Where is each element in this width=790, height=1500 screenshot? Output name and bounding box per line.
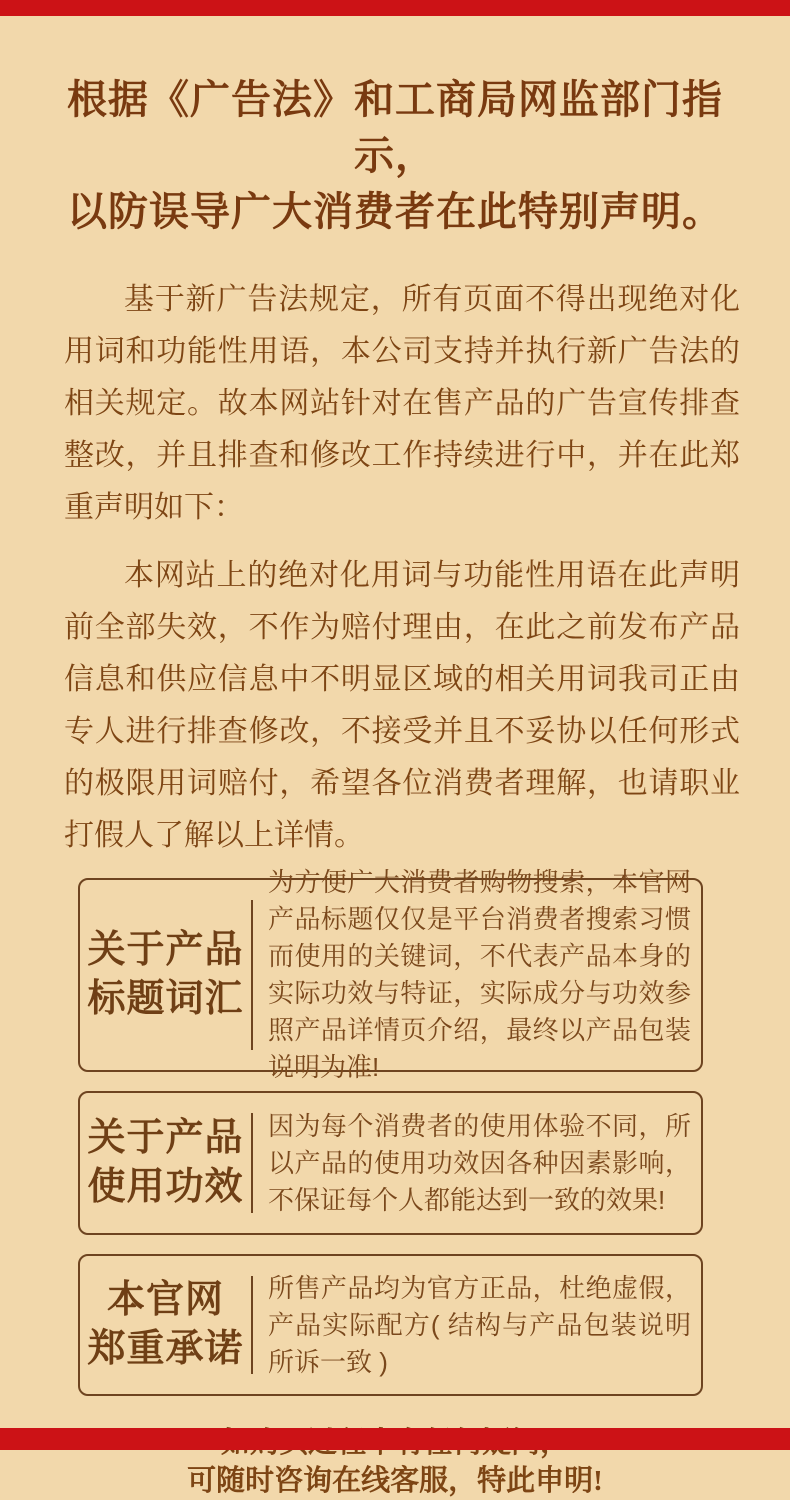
notice-label [80, 1256, 251, 1394]
top-red-band [0, 0, 790, 16]
notice-label-line2: 郑重承诺 [87, 1328, 244, 1370]
notice-card-official-promise [78, 1254, 703, 1396]
notice-card-product-effect [78, 1091, 703, 1235]
notice-label [80, 1093, 251, 1233]
intro-paragraph-1: 基于新广告法规定，所有页面不得出现绝对化用词和功能性用语，本公司支持并执行新广告法的相关规定。故本网站针对在售产品的广告宣传排查整改，并且排查和修改工作持续进行中，并在此郑重声明如下： [64, 283, 740, 524]
notice-label [80, 880, 251, 1070]
bottom-red-band [0, 1428, 790, 1450]
notice-text: 因为每个消费者的使用体验不同，所以产品的使用功效因各种因素影响，不保证每个人都能达到一致的效果! [268, 1110, 691, 1215]
intro-section [64, 274, 740, 862]
notice-card-list [78, 867, 703, 1396]
footer-note-line2: 可随时咨询在线客服，特此申明! [187, 1465, 603, 1497]
page-title [30, 72, 760, 240]
notice-label-line1: 关于产品 [87, 929, 244, 971]
notice-label-line2: 使用功效 [87, 1166, 244, 1208]
notice-label-line1: 关于产品 [87, 1117, 244, 1159]
page-title-line1: 根据《广告法》和工商局网监部门指示， [67, 77, 723, 178]
notice-text: 为方便广大消费者购物搜索，本官网产品标题仅仅是平台消费者搜索习惯而使用的关键词，不代表产品本身的实际功效与特证，实际成分与功效参照产品详情页介绍，最终以产品包装说明为准! [268, 867, 691, 1082]
intro-paragraph-2: 本网站上的绝对化用词与功能性用语在此声明前全部失效，不作为赔付理由，在此之前发布产品信息和供应信息中不明显区域的相关用词我司正由专人进行排查修改，不接受并且不妥协以任何形式的极限用词赔付，希望各位消费者理解，也请职业打假人了解以上详情。 [64, 559, 740, 852]
notice-text: 所售产品均为官方正品，杜绝虚假，产品实际配方( 结构与产品包装说明所诉一致 ) [268, 1272, 691, 1377]
notice-label-line1: 本官网 [106, 1279, 224, 1321]
page-title-line2: 以防误导广大消费者在此特别声明。 [67, 189, 723, 234]
notice-card-product-title [78, 867, 703, 1082]
notice-label-line2: 标题词汇 [87, 978, 244, 1020]
